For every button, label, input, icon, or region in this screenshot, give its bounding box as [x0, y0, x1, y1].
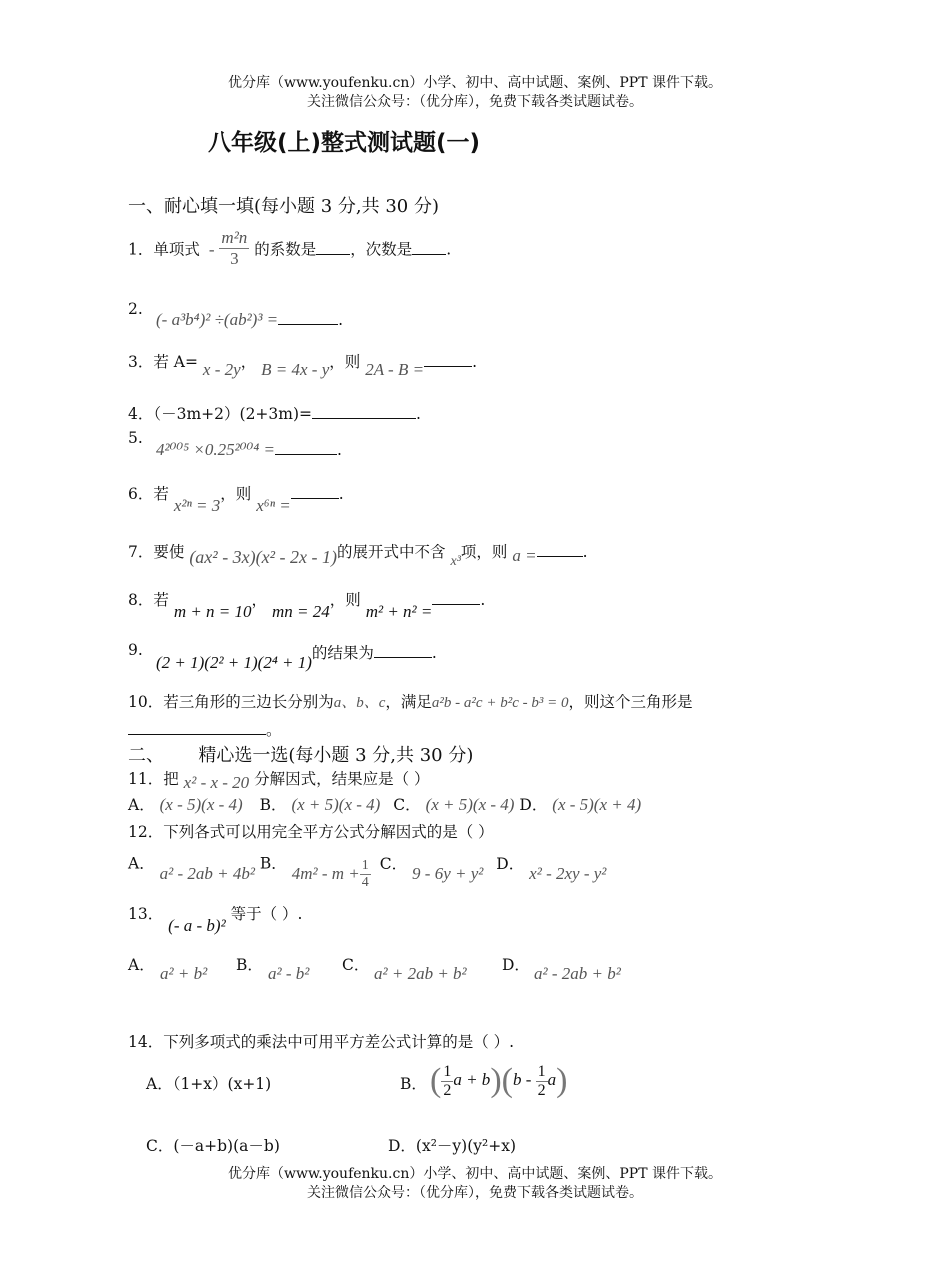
- q4-blank[interactable]: [312, 417, 416, 419]
- q13-opt-c-label[interactable]: C．: [342, 956, 370, 974]
- q14-opt-c[interactable]: C．(－a+b)(a－b): [146, 1137, 280, 1155]
- q12-options: [128, 848, 607, 890]
- q1-tail: 的系数是: [254, 240, 317, 259]
- q1-frac-den: 3: [230, 249, 239, 268]
- q11-opt-b-label[interactable]: B．: [259, 796, 287, 814]
- q13-opt-c: a² + 2ab + b²: [374, 964, 467, 983]
- q11-options: [128, 793, 641, 815]
- q14-paren-close-1: ): [490, 1062, 502, 1099]
- q8-end: .: [480, 591, 486, 609]
- q12-opt-d-label[interactable]: D．: [496, 854, 525, 873]
- question-7: [128, 540, 588, 569]
- q11-opt-a: (x - 5)(x - 4): [159, 795, 243, 814]
- q14-opt-b-label[interactable]: B．: [400, 1075, 427, 1093]
- q12-frac: [360, 858, 371, 891]
- q3-sep1: ，: [240, 353, 257, 371]
- question-9: [156, 641, 437, 672]
- q7-expr: (ax² - 3x)(x² - 2x - 1): [189, 547, 338, 567]
- q11-opt-b: (x + 5)(x - 4): [291, 795, 381, 814]
- q7-a: a =: [512, 546, 537, 565]
- q10-tail: ，则这个三角形是: [568, 693, 693, 711]
- q3-c: 2A - B =: [365, 360, 425, 379]
- q4-end: .: [416, 405, 421, 423]
- q3-a: x - 2y: [202, 360, 241, 379]
- q8-blank[interactable]: [432, 603, 480, 605]
- question-6: [128, 482, 344, 515]
- q12-opt-b: 4m² - m +: [291, 863, 360, 883]
- q10-abc: a、b、c: [333, 695, 386, 711]
- q6-blank[interactable]: [291, 497, 339, 499]
- question-8: [128, 588, 486, 621]
- q13-expr: (- a - b)²: [168, 916, 226, 935]
- q14-opt-a[interactable]: A．（1+x）(x+1): [146, 1075, 272, 1093]
- q12-opt-c: 9 - 6y + y²: [412, 863, 484, 883]
- q6-pre: 6．若: [128, 485, 169, 503]
- question-10: [128, 690, 692, 712]
- question-11: [128, 767, 430, 792]
- q9-end: .: [431, 644, 437, 662]
- q8-sep: ，: [251, 591, 268, 609]
- q3-sep2: ，则: [329, 353, 361, 371]
- q8-mid: ，则: [329, 591, 361, 609]
- q13-opt-a: a² + b²: [160, 964, 208, 983]
- q12-opt-b-label[interactable]: B．: [259, 854, 287, 873]
- section-1-heading: 一、耐心填一填(每小题 3 分,共 30 分): [128, 196, 440, 217]
- question-13: [128, 902, 303, 935]
- q14-opt-d[interactable]: D．(x²－y)(y²+x): [388, 1137, 517, 1155]
- q8-a: m + n = 10: [173, 602, 252, 621]
- q14-paren-close-2: ): [556, 1062, 568, 1099]
- q14-frac-2: $\frac{1}{2}$: [537, 1062, 546, 1099]
- q12-frac-num: 1: [361, 858, 369, 873]
- section-2-heading: 二、 精心选一选(每小题 3 分,共 30 分): [128, 745, 474, 766]
- q5-blank[interactable]: [275, 453, 337, 455]
- footer-line-1: 优分库（www.youfenku.cn）小学、初中、高中试题、案例、PPT 课件下载。: [227, 1166, 722, 1182]
- q1-label: 1．单项式: [128, 240, 200, 259]
- q1-blank-1[interactable]: [316, 253, 350, 255]
- q13-opt-d: a² - 2ab + b²: [534, 964, 621, 983]
- q5-end: .: [336, 441, 342, 459]
- q3-pre: 3．若 A=: [128, 353, 198, 371]
- q13-opt-b: a² - b²: [268, 964, 310, 983]
- header-line-2: 关注微信公众号：（优分库），免费下载各类试题试卷。: [307, 94, 643, 110]
- q5-number: 5.: [128, 429, 143, 447]
- question-14: 14．下列多项式的乘法中可用平方差公式计算的是（ ）.: [128, 1033, 515, 1051]
- q1-frac-num: m²n: [221, 228, 248, 247]
- q10-blank[interactable]: [128, 733, 266, 735]
- q8-pre: 8．若: [128, 591, 169, 609]
- header-line-1: 优分库（www.youfenku.cn）小学、初中、高中试题、案例、PPT 课件下载。: [227, 75, 722, 91]
- q11-opt-d-label[interactable]: D．: [519, 796, 548, 814]
- q11-opt-c: (x + 5)(x - 4): [425, 795, 515, 814]
- q14-opt-b-expr: ( $\frac{1}{2}$ a + b)(b - $\frac{1}{2}$ a): [430, 1062, 568, 1099]
- q12-opt-d: x² - 2xy - y²: [529, 863, 607, 883]
- q11-pre: 11．把: [128, 770, 179, 788]
- q1-fraction: [219, 228, 249, 269]
- q7-pre: 7．要使: [128, 543, 185, 561]
- question-5: [156, 440, 342, 460]
- q4-text: 4．（－3m+2）(2+3m)=: [128, 405, 313, 423]
- q7-blank[interactable]: [537, 555, 583, 557]
- q12-frac-den: 4: [361, 875, 369, 890]
- q1-end: .: [446, 240, 452, 259]
- q12-opt-a: a² - 2ab + 4b²: [159, 863, 255, 883]
- q9-number: 9.: [128, 641, 143, 659]
- q1-blank-2[interactable]: [412, 253, 446, 255]
- q13-tail: 等于（ ）.: [230, 905, 303, 923]
- q11-opt-a-label[interactable]: A．: [128, 796, 155, 814]
- q11-expr: x² - x - 20: [183, 773, 250, 792]
- q7-end: .: [582, 543, 588, 561]
- q14-paren-open-2: (: [501, 1062, 513, 1099]
- q11-tail: 分解因式，结果应是（ ）: [254, 770, 430, 788]
- q10-pre: 10．若三角形的三边长分别为: [128, 693, 334, 711]
- q6-a: x²ⁿ = 3: [173, 496, 221, 515]
- q2-end: .: [338, 311, 344, 329]
- page-title: 八年级(上)整式测试题(一): [208, 130, 481, 156]
- q5-expr: 4²⁰⁰⁵ ×0.25²⁰⁰⁴ =: [156, 440, 275, 459]
- q12-opt-a-label[interactable]: A．: [128, 854, 155, 873]
- q11-opt-d: (x - 5)(x + 4): [552, 795, 642, 814]
- q6-mid: ，则: [220, 485, 252, 503]
- footer-line-2: 关注微信公众号：（优分库），免费下载各类试题试卷。: [307, 1185, 643, 1201]
- q8-b: mn = 24: [272, 602, 330, 621]
- q10-line2: [128, 718, 282, 740]
- q9-blank[interactable]: [374, 656, 432, 658]
- q14-paren-open-1: (: [430, 1062, 442, 1099]
- q6-b: x⁶ⁿ =: [256, 496, 291, 515]
- q10-end: 。: [266, 721, 282, 739]
- question-1: 1．单项式 - $\frac{\text{m²n}}{3}$ 的系数是 ，次数是 .: [128, 228, 452, 268]
- q2-blank[interactable]: [278, 323, 338, 325]
- q9-expr: (2 + 1)(2² + 1)(2⁴ + 1): [156, 653, 312, 672]
- q11-opt-c-label[interactable]: C．: [393, 796, 421, 814]
- q3-end: .: [472, 353, 477, 371]
- q9-tail: 的结果为: [311, 644, 374, 662]
- q7-x3: x³: [450, 554, 461, 569]
- q1-mid: ，次数是: [350, 240, 413, 259]
- q10-mid: ，满足: [385, 693, 432, 711]
- question-12: 12．下列各式可以用完全平方公式分解因式的是（ ）: [128, 823, 494, 841]
- q13-opt-a-label[interactable]: A．: [128, 956, 155, 974]
- q6-end: .: [338, 485, 344, 503]
- question-2: [156, 310, 343, 330]
- q3-blank[interactable]: [424, 365, 472, 367]
- q7-tail: 项，则: [460, 543, 508, 561]
- q2-number: 2.: [128, 300, 143, 318]
- q2-expr: (- a³b⁴)² ÷(ab²)³ =: [156, 310, 279, 329]
- q8-c: m² + n² =: [365, 602, 433, 621]
- question-4: [128, 402, 421, 424]
- q12-opt-c-label[interactable]: C．: [379, 854, 408, 873]
- q13-pre: 13．: [128, 905, 164, 923]
- q7-mid: 的展开式中不含: [337, 543, 446, 561]
- q13-opt-b-label[interactable]: B．: [236, 956, 263, 974]
- q14-frac-1: $\frac{1}{2}$: [443, 1062, 452, 1099]
- q3-b: B = 4x - y: [261, 360, 330, 379]
- q10-expr: a²b - a²c + b²c - b³ = 0: [431, 695, 569, 711]
- q13-opt-d-label[interactable]: D．: [502, 956, 530, 974]
- question-3: [128, 350, 477, 379]
